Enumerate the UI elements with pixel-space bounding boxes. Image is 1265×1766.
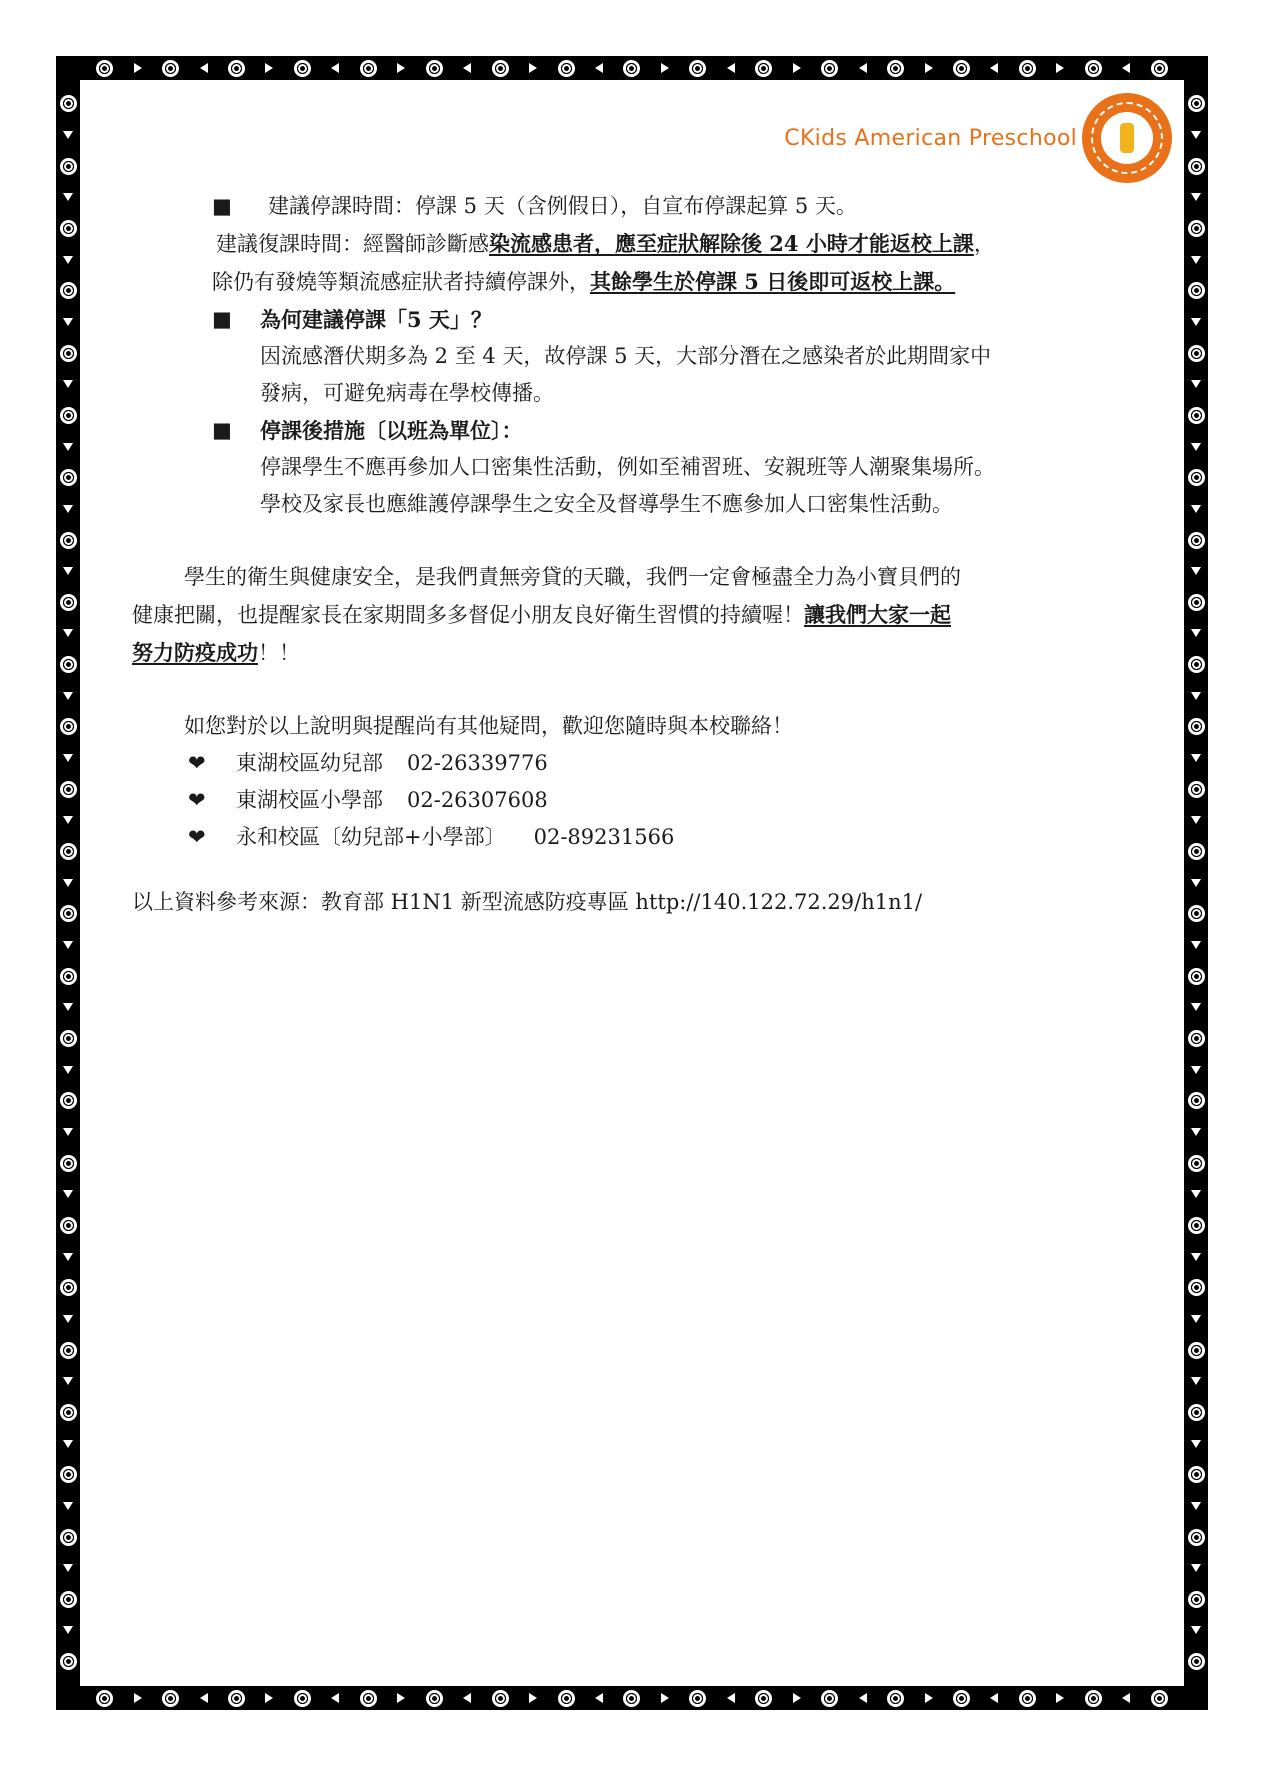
border-arrow-icon bbox=[1191, 567, 1201, 575]
border-flower-icon bbox=[60, 1529, 77, 1546]
border-flower-icon bbox=[60, 1404, 77, 1421]
border-arrow-icon bbox=[63, 1128, 73, 1136]
contact-item: ❤ 東湖校區幼兒部 02-26339776 bbox=[132, 745, 1132, 782]
border-flower-icon bbox=[1188, 220, 1205, 237]
border-arrow-icon bbox=[63, 629, 73, 637]
closing-line-3: 努力防疫成功！！ bbox=[132, 640, 300, 665]
square-bullet-icon: ■ bbox=[212, 307, 232, 331]
border-arrow-icon bbox=[397, 63, 405, 73]
school-logo bbox=[784, 96, 1169, 180]
border-flower-icon bbox=[60, 656, 77, 673]
border-arrow-icon bbox=[1191, 879, 1201, 887]
border-flower-icon bbox=[1188, 282, 1205, 299]
contact-intro: 如您對於以上說明與提醒尚有其他疑問，歡迎您隨時與本校聯絡！ bbox=[184, 714, 793, 738]
border-arrow-icon bbox=[463, 63, 471, 73]
border-flower-icon bbox=[1188, 1092, 1205, 1109]
border-flower-icon bbox=[60, 1030, 77, 1047]
border-arrow-icon bbox=[1191, 1377, 1201, 1385]
border-arrow-icon bbox=[1191, 380, 1201, 388]
border-arrow-icon bbox=[265, 63, 273, 73]
border-arrow-icon bbox=[1191, 1253, 1201, 1261]
border-flower-icon bbox=[755, 1690, 772, 1707]
border-flower-icon bbox=[1188, 1155, 1205, 1172]
border-flower-icon bbox=[1188, 843, 1205, 860]
border-arrow-icon bbox=[1191, 1564, 1201, 1572]
border-arrow-icon bbox=[63, 131, 73, 139]
border-flower-icon bbox=[60, 843, 77, 860]
border-flower-icon bbox=[1188, 345, 1205, 362]
border-arrow-icon bbox=[63, 1003, 73, 1011]
why-line-1: 因流感潛伏期多為 2 至 4 天，故停課 5 天，大部分潛在之感染者於此期間家中 bbox=[260, 344, 992, 368]
border-top bbox=[86, 56, 1178, 80]
border-flower-icon bbox=[1151, 60, 1168, 77]
border-flower-icon bbox=[953, 60, 970, 77]
border-arrow-icon bbox=[134, 63, 142, 73]
border-arrow-icon bbox=[1191, 256, 1201, 264]
border-flower-icon bbox=[1188, 1653, 1205, 1670]
border-flower-icon bbox=[623, 1690, 640, 1707]
border-arrow-icon bbox=[200, 1693, 208, 1703]
border-arrow-icon bbox=[63, 1190, 73, 1198]
border-flower-icon bbox=[60, 532, 77, 549]
border-flower-icon bbox=[1188, 158, 1205, 175]
resume-time-line: 建議復課時間：經醫師診斷感染流感患者，應至症狀解除後 24 小時才能返校上課， bbox=[216, 231, 995, 256]
border-arrow-icon bbox=[1191, 318, 1201, 326]
border-arrow-icon bbox=[63, 380, 73, 388]
border-flower-icon bbox=[96, 1690, 113, 1707]
border-flower-icon bbox=[60, 95, 77, 112]
border-flower-icon bbox=[1188, 1591, 1205, 1608]
border-arrow-icon bbox=[63, 1626, 73, 1634]
border-flower-icon bbox=[60, 1591, 77, 1608]
border-flower-icon bbox=[887, 60, 904, 77]
border-arrow-icon bbox=[63, 1564, 73, 1572]
border-arrow-icon bbox=[925, 63, 933, 73]
border-flower-icon bbox=[623, 60, 640, 77]
border-arrow-icon bbox=[793, 1693, 801, 1703]
border-arrow-icon bbox=[63, 816, 73, 824]
border-arrow-icon bbox=[727, 1693, 735, 1703]
border-arrow-icon bbox=[63, 1440, 73, 1448]
border-arrow-icon bbox=[1191, 1626, 1201, 1634]
border-flower-icon bbox=[60, 905, 77, 922]
border-flower-icon bbox=[953, 1690, 970, 1707]
border-flower-icon bbox=[96, 60, 113, 77]
border-flower-icon bbox=[887, 1690, 904, 1707]
border-flower-icon bbox=[60, 1279, 77, 1296]
phone-number: 02-26307608 bbox=[407, 788, 548, 812]
border-flower-icon bbox=[1188, 1342, 1205, 1359]
border-arrow-icon bbox=[1191, 1440, 1201, 1448]
border-flower-icon bbox=[60, 1466, 77, 1483]
border-flower-icon bbox=[60, 1155, 77, 1172]
border-flower-icon bbox=[1188, 407, 1205, 424]
border-flower-icon bbox=[60, 594, 77, 611]
border-flower-icon bbox=[60, 282, 77, 299]
heart-bullet-icon: ❤ bbox=[188, 825, 206, 849]
border-flower-icon bbox=[60, 718, 77, 735]
border-flower-icon bbox=[1188, 532, 1205, 549]
border-arrow-icon bbox=[595, 63, 603, 73]
border-arrow-icon bbox=[727, 63, 735, 73]
border-flower-icon bbox=[60, 1092, 77, 1109]
border-flower-icon bbox=[228, 1690, 245, 1707]
closing-line-1: 學生的衛生與健康安全，是我們責無旁貸的天職，我們一定會極盡全力為小寶貝們的 bbox=[184, 565, 961, 589]
heart-bullet-icon: ❤ bbox=[188, 751, 206, 775]
border-flower-icon bbox=[294, 1690, 311, 1707]
border-flower-icon bbox=[294, 60, 311, 77]
border-flower-icon bbox=[1188, 95, 1205, 112]
border-arrow-icon bbox=[595, 1693, 603, 1703]
border-arrow-icon bbox=[1122, 1693, 1130, 1703]
border-arrow-icon bbox=[200, 63, 208, 73]
border-arrow-icon bbox=[990, 1693, 998, 1703]
border-flower-icon bbox=[1188, 781, 1205, 798]
border-flower-icon bbox=[1188, 1466, 1205, 1483]
border-arrow-icon bbox=[63, 941, 73, 949]
border-flower-icon bbox=[1019, 1690, 1036, 1707]
border-arrow-icon bbox=[63, 1377, 73, 1385]
border-flower-icon bbox=[755, 60, 772, 77]
border-flower-icon bbox=[558, 1690, 575, 1707]
border-arrow-icon bbox=[63, 879, 73, 887]
border-arrow-icon bbox=[265, 1693, 273, 1703]
border-arrow-icon bbox=[529, 1693, 537, 1703]
border-flower-icon bbox=[60, 158, 77, 175]
suggest-time-line: ■ 建議停課時間：停課 5 天（含例假日），自宣布停課起算 5 天。 bbox=[132, 188, 1132, 225]
border-flower-icon bbox=[1085, 60, 1102, 77]
measures-line-2: 學校及家長也應維護停課學生之安全及督導學生不應參加人口密集性活動。 bbox=[260, 492, 953, 516]
border-arrow-icon bbox=[63, 505, 73, 513]
border-flower-icon bbox=[1188, 1279, 1205, 1296]
border-flower-icon bbox=[60, 220, 77, 237]
border-flower-icon bbox=[426, 60, 443, 77]
border-flower-icon bbox=[162, 1690, 179, 1707]
border-flower-icon bbox=[60, 1653, 77, 1670]
border-arrow-icon bbox=[63, 567, 73, 575]
border-flower-icon bbox=[360, 1690, 377, 1707]
border-flower-icon bbox=[60, 469, 77, 486]
border-arrow-icon bbox=[529, 63, 537, 73]
border-flower-icon bbox=[162, 60, 179, 77]
resume-time-line-2: 除仍有發燒等類流感症狀者持續停課外，其餘學生於停課 5 日後即可返校上課。 bbox=[212, 269, 956, 294]
contact-item: ❤ 永和校區〔幼兒部+小學部〕 02-89231566 bbox=[132, 819, 1132, 856]
border-flower-icon bbox=[558, 60, 575, 77]
border-arrow-icon bbox=[1191, 816, 1201, 824]
border-flower-icon bbox=[1019, 60, 1036, 77]
border-arrow-icon bbox=[1056, 63, 1064, 73]
border-flower-icon bbox=[60, 781, 77, 798]
brand-name: CKids American Preschool bbox=[784, 125, 1077, 151]
border-flower-icon bbox=[1188, 594, 1205, 611]
square-bullet-icon: ■ bbox=[212, 418, 232, 442]
border-arrow-icon bbox=[1191, 1502, 1201, 1510]
border-arrow-icon bbox=[63, 193, 73, 201]
border-arrow-icon bbox=[1122, 63, 1130, 73]
border-arrow-icon bbox=[990, 63, 998, 73]
measures-line-1: 停課學生不應再參加人口密集性活動，例如至補習班、安親班等人潮聚集場所。 bbox=[260, 455, 995, 479]
phone-number: 02-26339776 bbox=[407, 751, 548, 775]
border-arrow-icon bbox=[925, 1693, 933, 1703]
border-flower-icon bbox=[60, 345, 77, 362]
border-arrow-icon bbox=[63, 1502, 73, 1510]
border-flower-icon bbox=[1085, 1690, 1102, 1707]
border-arrow-icon bbox=[859, 63, 867, 73]
border-arrow-icon bbox=[63, 443, 73, 451]
why-line-2: 發病，可避免病毒在學校傳播。 bbox=[260, 381, 554, 405]
border-flower-icon bbox=[60, 407, 77, 424]
border-arrow-icon bbox=[134, 1693, 142, 1703]
why-heading: ■ 為何建議停課「5 天」？ bbox=[132, 301, 1132, 338]
contact-item: ❤ 東湖校區小學部 02-26307608 bbox=[132, 782, 1132, 819]
border-arrow-icon bbox=[661, 1693, 669, 1703]
border-flower-icon bbox=[60, 1217, 77, 1234]
border-flower-icon bbox=[1188, 1217, 1205, 1234]
border-arrow-icon bbox=[1191, 629, 1201, 637]
border-arrow-icon bbox=[1191, 443, 1201, 451]
border-arrow-icon bbox=[1191, 1190, 1201, 1198]
border-arrow-icon bbox=[1191, 193, 1201, 201]
border-arrow-icon bbox=[661, 63, 669, 73]
measures-heading: ■ 停課後措施〔以班為單位〕： bbox=[132, 412, 1132, 449]
border-arrow-icon bbox=[63, 1315, 73, 1323]
phone-number: 02-89231566 bbox=[533, 825, 675, 849]
heart-bullet-icon: ❤ bbox=[188, 788, 206, 812]
border-flower-icon bbox=[1151, 1690, 1168, 1707]
school-seal-icon bbox=[1085, 96, 1169, 180]
square-bullet-icon: ■ bbox=[212, 194, 232, 218]
border-flower-icon bbox=[1188, 656, 1205, 673]
border-arrow-icon bbox=[63, 318, 73, 326]
border-flower-icon bbox=[689, 60, 706, 77]
border-flower-icon bbox=[426, 1690, 443, 1707]
border-flower-icon bbox=[360, 60, 377, 77]
border-flower-icon bbox=[60, 968, 77, 985]
border-arrow-icon bbox=[463, 1693, 471, 1703]
border-arrow-icon bbox=[63, 256, 73, 264]
border-arrow-icon bbox=[1191, 1066, 1201, 1074]
border-arrow-icon bbox=[859, 1693, 867, 1703]
border-flower-icon bbox=[228, 60, 245, 77]
border-arrow-icon bbox=[63, 1253, 73, 1261]
border-flower-icon bbox=[1188, 968, 1205, 985]
border-arrow-icon bbox=[63, 754, 73, 762]
border-arrow-icon bbox=[63, 1066, 73, 1074]
border-flower-icon bbox=[492, 1690, 509, 1707]
border-arrow-icon bbox=[1191, 1003, 1201, 1011]
border-flower-icon bbox=[1188, 469, 1205, 486]
border-arrow-icon bbox=[1056, 1693, 1064, 1703]
border-flower-icon bbox=[492, 60, 509, 77]
border-arrow-icon bbox=[397, 1693, 405, 1703]
border-arrow-icon bbox=[1191, 1128, 1201, 1136]
border-arrow-icon bbox=[1191, 692, 1201, 700]
border-flower-icon bbox=[1188, 1529, 1205, 1546]
border-flower-icon bbox=[1188, 718, 1205, 735]
border-right bbox=[1184, 86, 1208, 1680]
border-flower-icon bbox=[821, 60, 838, 77]
border-arrow-icon bbox=[1191, 505, 1201, 513]
border-arrow-icon bbox=[1191, 131, 1201, 139]
border-flower-icon bbox=[1188, 1404, 1205, 1421]
border-arrow-icon bbox=[1191, 1315, 1201, 1323]
border-flower-icon bbox=[1188, 1030, 1205, 1047]
border-arrow-icon bbox=[1191, 754, 1201, 762]
border-left bbox=[56, 86, 80, 1680]
border-flower-icon bbox=[821, 1690, 838, 1707]
border-flower-icon bbox=[1188, 905, 1205, 922]
source-reference: 以上資料參考來源：教育部 H1N1 新型流感防疫專區 http://140.122.72.29/h1n1/ bbox=[132, 890, 923, 914]
border-arrow-icon bbox=[1191, 941, 1201, 949]
border-flower-icon bbox=[60, 1342, 77, 1359]
border-arrow-icon bbox=[793, 63, 801, 73]
border-arrow-icon bbox=[331, 1693, 339, 1703]
document-body bbox=[132, 188, 1132, 921]
border-arrow-icon bbox=[331, 63, 339, 73]
closing-line-2: 健康把關，也提醒家長在家期間多多督促小朋友良好衛生習慣的持續喔！讓我們大家一起 bbox=[132, 602, 951, 627]
border-flower-icon bbox=[689, 1690, 706, 1707]
border-arrow-icon bbox=[63, 692, 73, 700]
border-bottom bbox=[86, 1686, 1178, 1710]
